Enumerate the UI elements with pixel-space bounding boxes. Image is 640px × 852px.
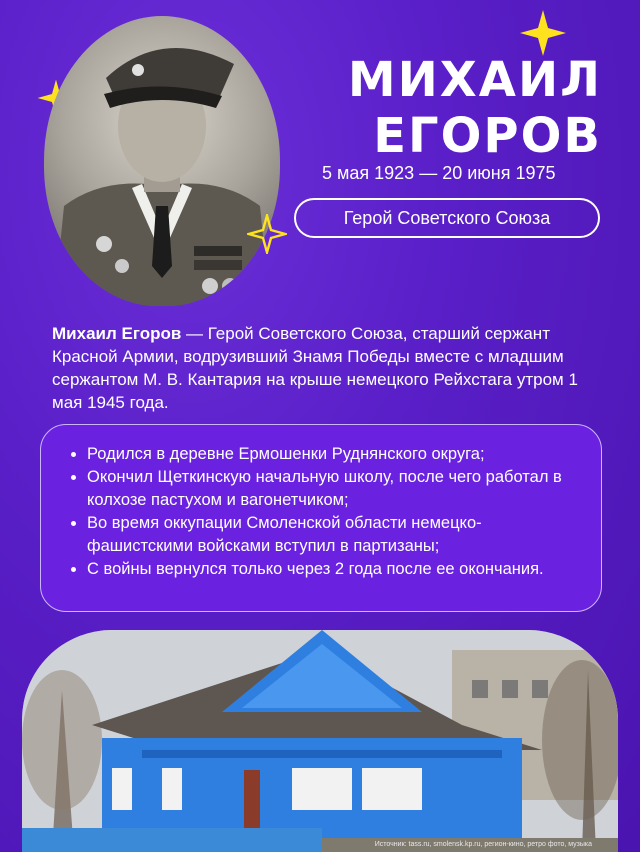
house-photo	[22, 630, 618, 852]
hero-name	[348, 52, 602, 164]
list-item: • Родился в деревне Ермошенки Руднянского округа;	[87, 443, 577, 466]
first-name: МИХАИЛ	[347, 52, 602, 108]
intro-lead: Михаил Егоров	[52, 324, 182, 343]
star-outline-icon	[247, 214, 287, 254]
list-item: • С войны вернулся только через 2 года после ее окончания.	[87, 558, 577, 581]
title-badge: Герой Советского Союза	[294, 198, 600, 238]
list-item: • Во время оккупации Смоленской области немецко-фашистскими войсками вступил в партизаны;	[87, 512, 577, 558]
facts-list	[71, 443, 577, 581]
life-dates: 5 мая 1923 — 20 июня 1975	[322, 163, 556, 183]
intro-paragraph	[52, 322, 612, 414]
intro-text: — Герой Советского Союза, старший сержант Красной Армии, водрузивший Знамя Победы вместе с младшим сержантом М. В. Кантария на крыше немецкого Рейхстага утром 1 мая 1945 года.	[52, 324, 578, 412]
photo-credit: Источник: tass.ru, smolensk.kp.ru, регион-кино, ретро фото, музыка	[374, 841, 592, 848]
portrait-photo	[44, 16, 280, 306]
facts-panel	[40, 424, 602, 612]
star-icon	[518, 8, 568, 58]
list-item: • Окончил Щеткинскую начальную школу, после чего работал в колхозе пастухом и вагонетчиком;	[87, 466, 577, 512]
last-name: ЕГОРОВ	[373, 108, 602, 164]
